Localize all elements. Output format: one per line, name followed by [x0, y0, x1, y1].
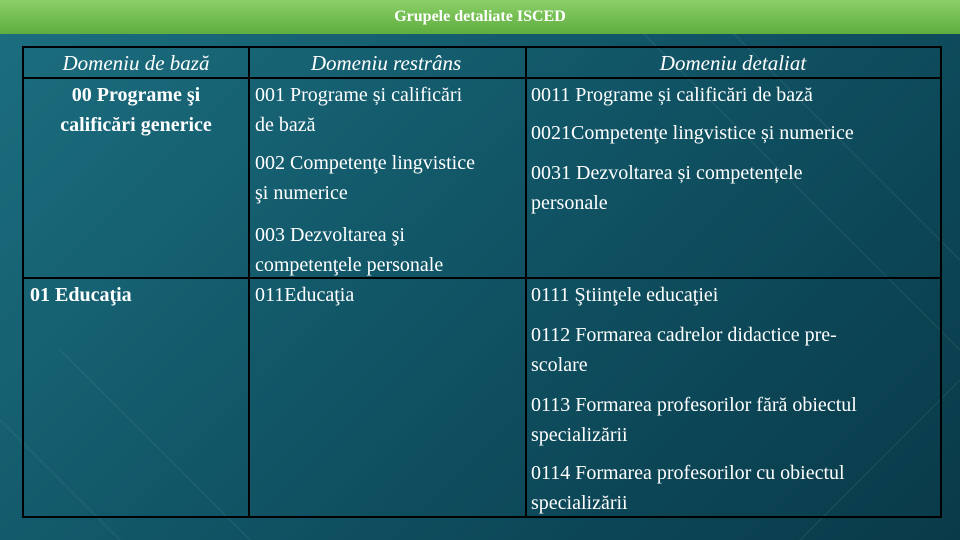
- narrow-field-001-line2: de bază: [255, 114, 316, 136]
- broad-field-00-line2: calificări generice: [60, 114, 212, 136]
- header-domeniu-detaliat: Domeniu detaliat: [659, 51, 807, 75]
- broad-field-00-line1: 00 Programe şi: [71, 84, 201, 106]
- header-domeniu-de-baza: Domeniu de bază: [62, 51, 210, 75]
- narrow-field-001-line1: 001 Programe și calificări: [255, 84, 463, 106]
- row-divider: [24, 277, 940, 279]
- detailed-field-0031-line2: personale: [531, 192, 608, 214]
- slide-title: Grupele detaliate ISCED: [0, 0, 960, 34]
- detailed-field-0011: 0011 Programe și calificări de bază: [531, 84, 813, 106]
- detailed-field-0111: 0111 Ştiinţele educaţiei: [531, 284, 719, 306]
- detailed-field-0114-line2: specializării: [531, 492, 628, 514]
- detailed-field-0114-line1: 0114 Formarea profesorilor cu obiectul: [531, 462, 845, 484]
- narrow-field-002-line2: şi numerice: [255, 182, 348, 204]
- narrow-field-003-line1: 003 Dezvoltarea şi: [255, 224, 405, 246]
- detailed-field-0021: 0021Competenţe lingvistice și numerice: [531, 122, 854, 144]
- broad-field-01: 01 Educaţia: [30, 284, 132, 306]
- header-domeniu-restrans: Domeniu restrâns: [310, 51, 462, 75]
- narrow-field-011: 011Educaţia: [255, 284, 355, 306]
- column-divider: [525, 48, 527, 516]
- narrow-field-002-line1: 002 Competenţe lingvistice: [255, 152, 475, 174]
- column-divider: [248, 48, 250, 516]
- detailed-field-0112-line2: scolare: [531, 354, 588, 376]
- detailed-field-0112-line1: 0112 Formarea cadrelor didactice pre-: [531, 324, 837, 346]
- detailed-field-0113-line1: 0113 Formarea profesorilor fără obiectul: [531, 394, 857, 416]
- detailed-field-0031-line1: 0031 Dezvoltarea și competențele: [531, 162, 803, 184]
- detailed-field-0113-line2: specializării: [531, 424, 628, 446]
- narrow-field-003-line2: competenţele personale: [255, 254, 444, 276]
